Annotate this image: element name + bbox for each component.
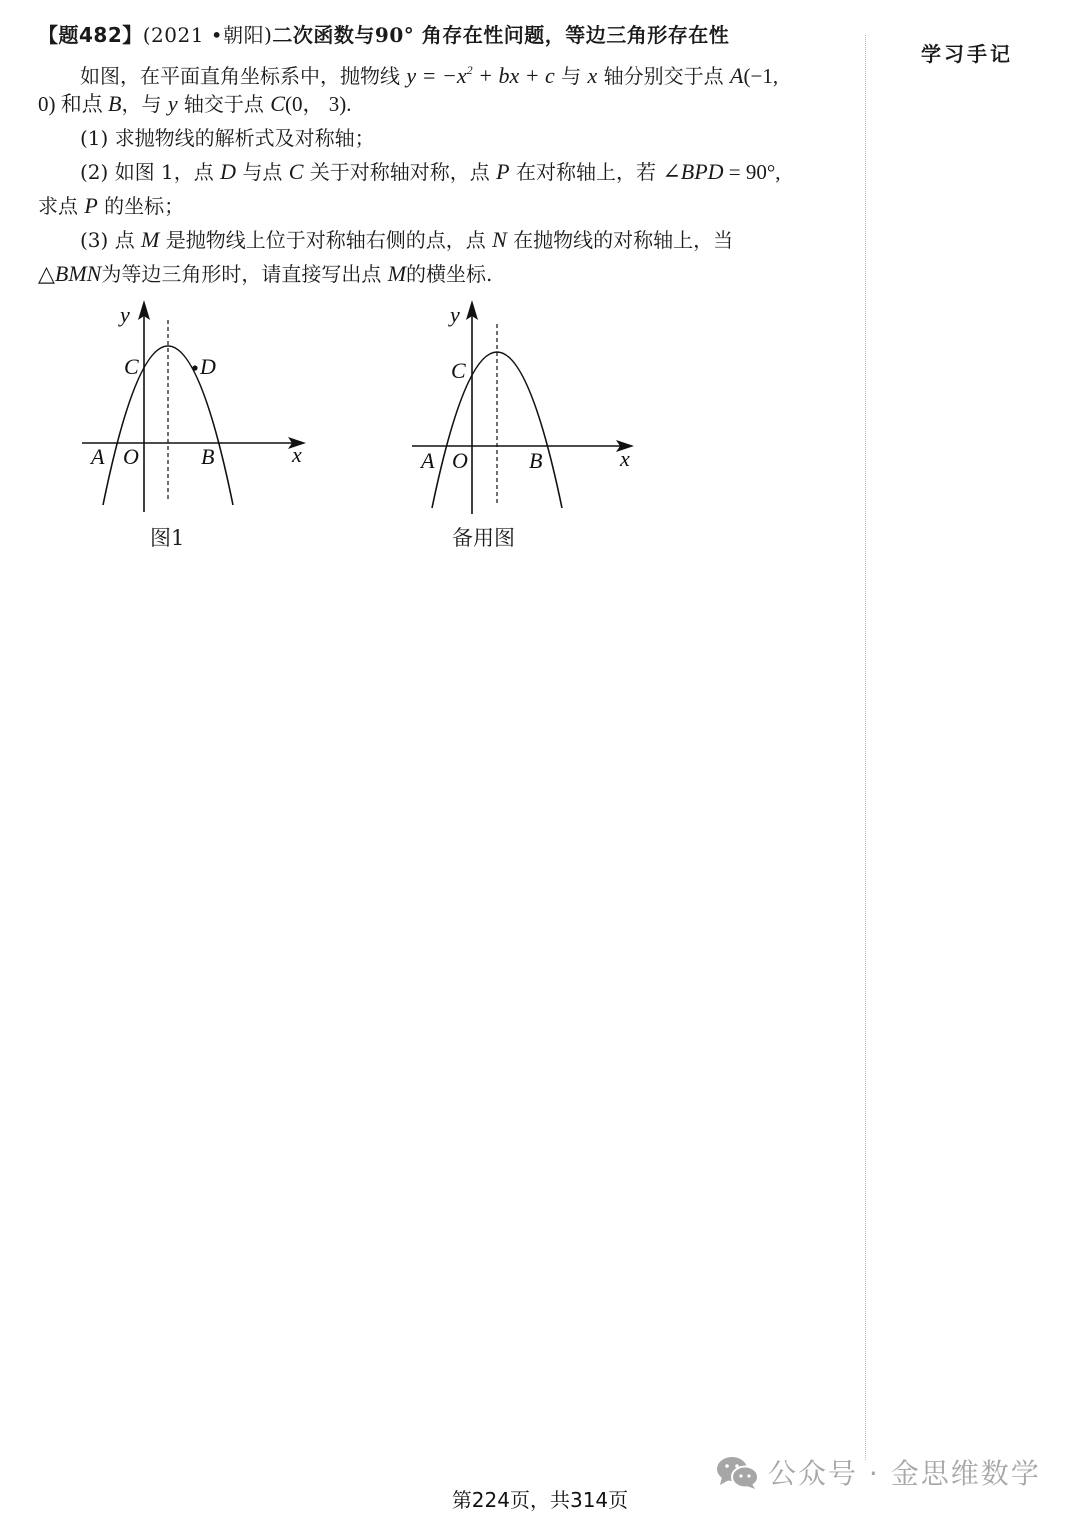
figure-1-caption: 图1 [150,526,185,550]
margin-divider [865,35,866,1460]
question-3-line-2: △BMN为等边三角形时，请直接写出点 M的横坐标. [38,261,493,286]
question-3-line-1: (3) 点 M 是抛物线上位于对称轴右侧的点，点 N 在抛物线的对称轴上，当 [80,227,734,252]
watermark-text: 公众号 · 金思维数学 [768,1457,1041,1490]
svg-text:C: C [451,358,466,383]
svg-text:O: O [452,448,468,473]
svg-text:A: A [91,444,105,469]
svg-text:x: x [620,446,630,471]
question-2-line-2: 求点 P 的坐标； [38,193,185,218]
svg-text:x: x [292,442,302,467]
svg-text:B: B [529,448,543,473]
figure-spare [400,290,660,534]
svg-text:y: y [120,302,130,327]
question-2-line-1: (2) 如图 1，点 D 与点 C 关于对称轴对称，点 P 在对称轴上，若 ∠BPD = 90°, [80,159,781,184]
figure-1 [70,290,330,534]
stem-line-2: 0) 和点 B，与 y 轴交于点 C(0， 3). [38,91,352,116]
page-number: 第224页，共314页 [451,1488,629,1512]
problem-title [38,20,729,50]
svg-text:B: B [201,444,215,469]
svg-text:A: A [421,448,435,473]
problem-source: (2021 •朝阳) [142,23,273,47]
svg-text:y: y [450,302,460,327]
parabola-graph-2 [400,290,660,530]
problem-topic: 二次函数与90° 角存在性问题，等边三角形存在性 [272,23,730,47]
study-notes-title: 学习手记 [921,42,1013,66]
problem-number: 【题482】 [38,23,143,47]
parabola-graph-1 [70,290,330,530]
stem-line-1: 如图，在平面直角坐标系中，抛物线 $y = -x^2$ + bx + c 与 x 轴分别交于点 A(−1, [80,63,779,88]
svg-text:C: C [124,354,139,379]
question-1: (1) 求抛物线的解析式及对称轴； [80,126,375,150]
figure-spare-caption: 备用图 [452,526,515,550]
svg-text:O: O [123,444,139,469]
svg-text:D: D [200,354,216,379]
equation: $y = -x^2$ + bx + c [406,63,555,88]
